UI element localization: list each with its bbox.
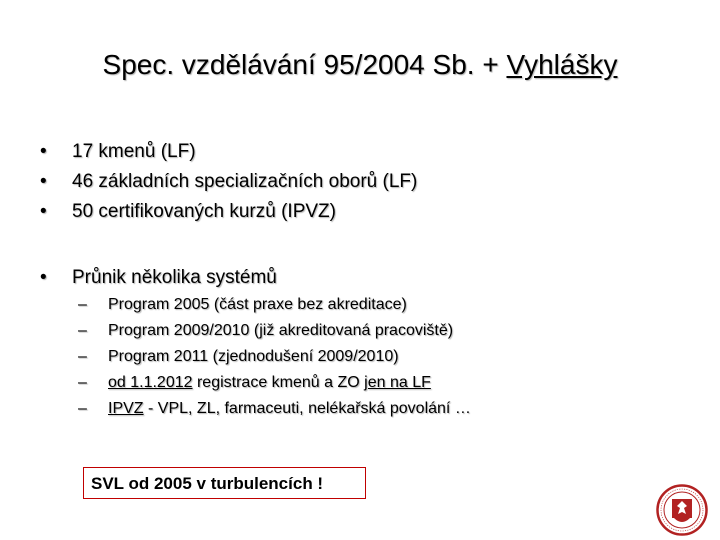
link-jen-na-lf[interactable]: jen na LF	[364, 374, 431, 391]
sub-item	[78, 318, 471, 344]
bullet-marker: •	[40, 141, 47, 162]
bullet-item	[40, 197, 417, 227]
sub-item-text: Program 2011 (zjednodušení 2009/2010)	[108, 348, 399, 365]
sub-item	[78, 396, 471, 422]
bullet-text: 46 základních specializačních oborů (LF)	[72, 171, 418, 192]
dash-marker: –	[78, 374, 87, 391]
title-link-vyhlasky[interactable]: Vyhlášky	[506, 49, 618, 80]
bullet-marker: •	[40, 171, 47, 192]
bullet-item	[40, 167, 417, 197]
title-text: Spec. vzdělávání 95/2004 Sb. +	[102, 49, 507, 80]
university-seal-icon	[656, 484, 708, 536]
sub-item	[78, 370, 471, 396]
bullet-list	[40, 137, 417, 227]
sub-item	[78, 344, 471, 370]
dash-marker: –	[78, 400, 87, 417]
sub-item-text: registrace kmenů a ZO	[192, 374, 365, 391]
callout-text: SVL od 2005 v turbulencích !	[91, 474, 324, 493]
section-heading-text: Průnik několika systémů	[72, 267, 277, 288]
sub-item-text: Program 2005 (část praxe bez akreditace)	[108, 296, 407, 313]
callout-box	[83, 467, 366, 499]
sub-item-text: Program 2009/2010 (již akreditovaná pracoviště)	[108, 322, 454, 339]
link-ipvz[interactable]: IPVZ	[108, 400, 144, 417]
dash-marker: –	[78, 348, 87, 365]
bullet-marker: •	[40, 267, 47, 288]
link-od-2012[interactable]: od 1.1.2012	[108, 374, 193, 391]
section-heading	[40, 264, 277, 292]
bullet-marker: •	[40, 201, 47, 222]
dash-marker: –	[78, 296, 87, 313]
bullet-item	[40, 137, 417, 167]
bullet-text: 17 kmenů (LF)	[72, 141, 196, 162]
sub-list	[78, 292, 471, 422]
sub-item	[78, 292, 471, 318]
sub-item-text: - VPL, ZL, farmaceuti, nelékařská povolání …	[143, 400, 471, 417]
dash-marker: –	[78, 322, 87, 339]
slide-title	[0, 49, 720, 81]
bullet-text: 50 certifikovaných kurzů (IPVZ)	[72, 201, 336, 222]
